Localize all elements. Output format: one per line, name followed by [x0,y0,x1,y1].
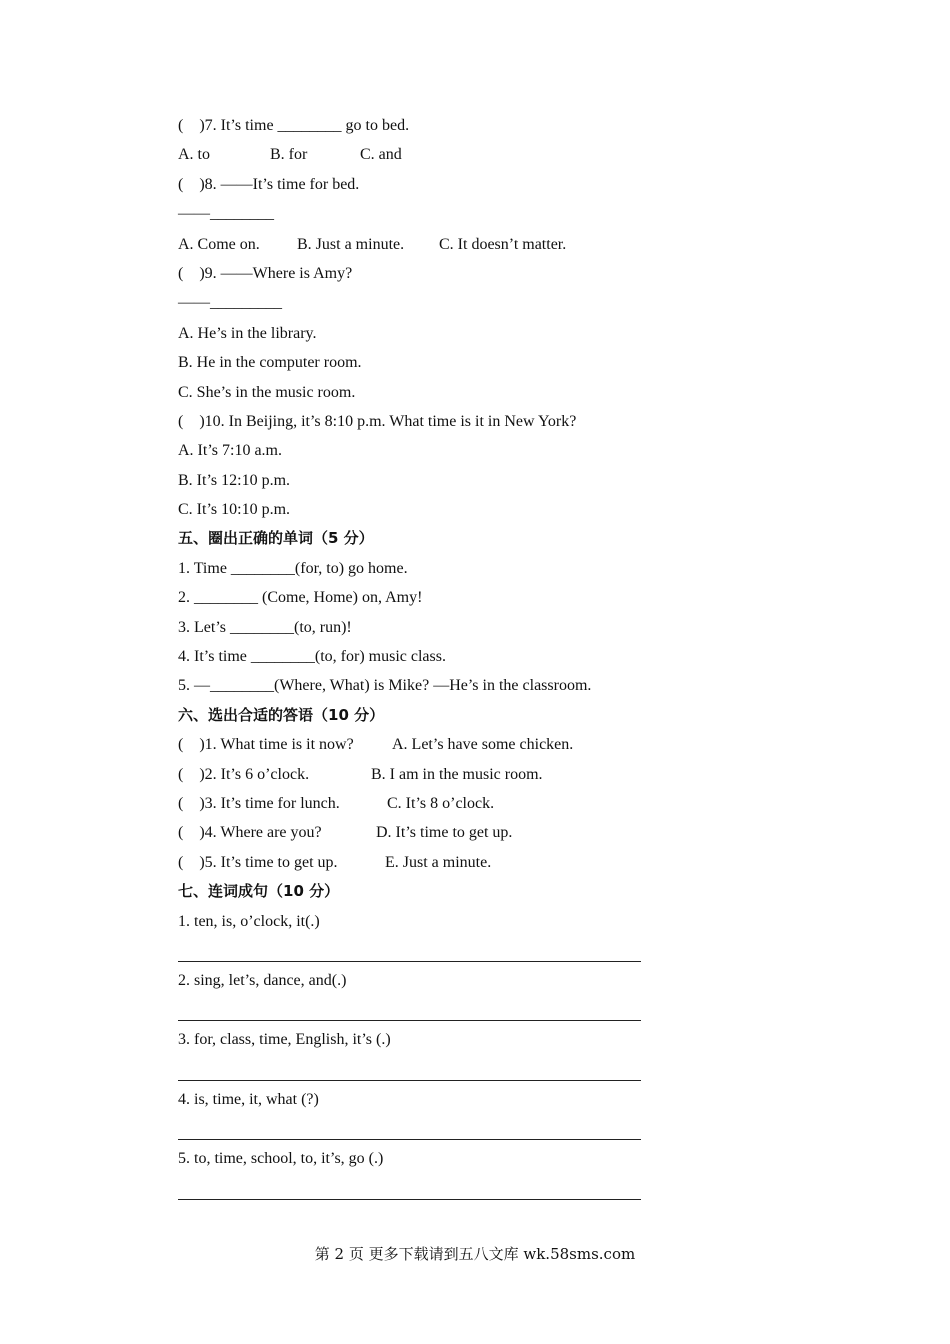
worksheet-content [178,111,818,1204]
question-7: ( )7. It’s time ________ go to bed. [178,117,410,134]
section-6-item-5 [178,848,818,877]
section-7-item-1: 1. ten, is, o’clock, it(.) [178,912,320,930]
answer-underline [178,1020,641,1021]
answer-blank-5[interactable] [178,1174,818,1204]
section-7-item-4: 4. is, time, it, what (?) [178,1090,319,1108]
section-5-heading: 五、圈出正确的单词（5 分） [178,529,374,548]
answer: D. It’s time to get up. [376,824,513,842]
answer-blank-2[interactable] [178,995,818,1025]
answer-blank-1[interactable] [178,936,818,966]
question-8-reply: ——________ [178,205,274,223]
question-10-option-c: C. It’s 10:10 p.m. [178,501,291,519]
section-6-heading: 六、选出合适的答语（10 分） [178,705,385,724]
question: ( )2. It’s 6 o’clock. [178,765,310,783]
section-5-item-5: 5. —________(Where, What) is Mike? —He’s in the classroom. [178,677,592,695]
question-10-option-a: A. It’s 7:10 a.m. [178,442,282,460]
option-a: A. to [178,146,210,164]
option-a: A. Come on. [178,235,260,253]
section-5-item-4: 4. It’s time ________(to, for) music class. [178,648,446,666]
answer-underline [178,1199,641,1200]
option-c: C. and [360,146,402,164]
section-6-item-4 [178,818,818,847]
answer: E. Just a minute. [385,853,492,871]
question: ( )3. It’s time for lunch. [178,794,340,812]
option-c: C. It doesn’t matter. [439,235,567,253]
answer-underline [178,1139,641,1140]
section-6-item-3 [178,789,818,818]
answer-blank-3[interactable] [178,1055,818,1085]
question-10-option-b: B. It’s 12:10 p.m. [178,471,291,489]
section-7-heading: 七、连词成句（10 分） [178,882,340,901]
answer: A. Let’s have some chicken. [392,736,574,754]
answer: C. It’s 8 o’clock. [387,794,495,812]
answer-underline [178,1080,641,1081]
question: ( )1. What time is it now? [178,736,354,754]
question-7-options [178,140,818,169]
question-9-option-a: A. He’s in the library. [178,324,317,342]
section-7-item-3: 3. for, class, time, English, it’s (.) [178,1031,391,1049]
answer: B. I am in the music room. [371,765,543,783]
question-9-option-c: C. She’s in the music room. [178,383,356,401]
section-6-item-1 [178,730,818,759]
question-9: ( )9. ——Where is Amy? [178,264,353,282]
question-10: ( )10. In Beijing, it’s 8:10 p.m. What time is it in New York? [178,412,577,430]
section-7-item-2: 2. sing, let’s, dance, and(.) [178,971,347,989]
question-9-option-b: B. He in the computer room. [178,354,362,372]
section-5-item-1: 1. Time ________(for, to) go home. [178,559,408,577]
answer-underline [178,961,641,962]
section-6-item-2 [178,760,818,789]
question: ( )5. It’s time to get up. [178,853,338,871]
section-7-item-5: 5. to, time, school, to, it’s, go (.) [178,1150,384,1168]
section-5-item-2: 2. ________ (Come, Home) on, Amy! [178,589,423,607]
answer-blank-4[interactable] [178,1114,818,1144]
section-5-item-3: 3. Let’s ________(to, run)! [178,618,352,636]
question: ( )4. Where are you? [178,824,322,842]
option-b: B. for [270,146,308,164]
question-8: ( )8. ——It’s time for bed. [178,175,360,193]
question-8-options [178,230,818,259]
option-b: B. Just a minute. [297,235,405,253]
page-footer: 第 2 页 更多下载请到五八文库 wk.58sms.com [314,1245,636,1263]
question-9-reply: ——_________ [178,294,282,312]
